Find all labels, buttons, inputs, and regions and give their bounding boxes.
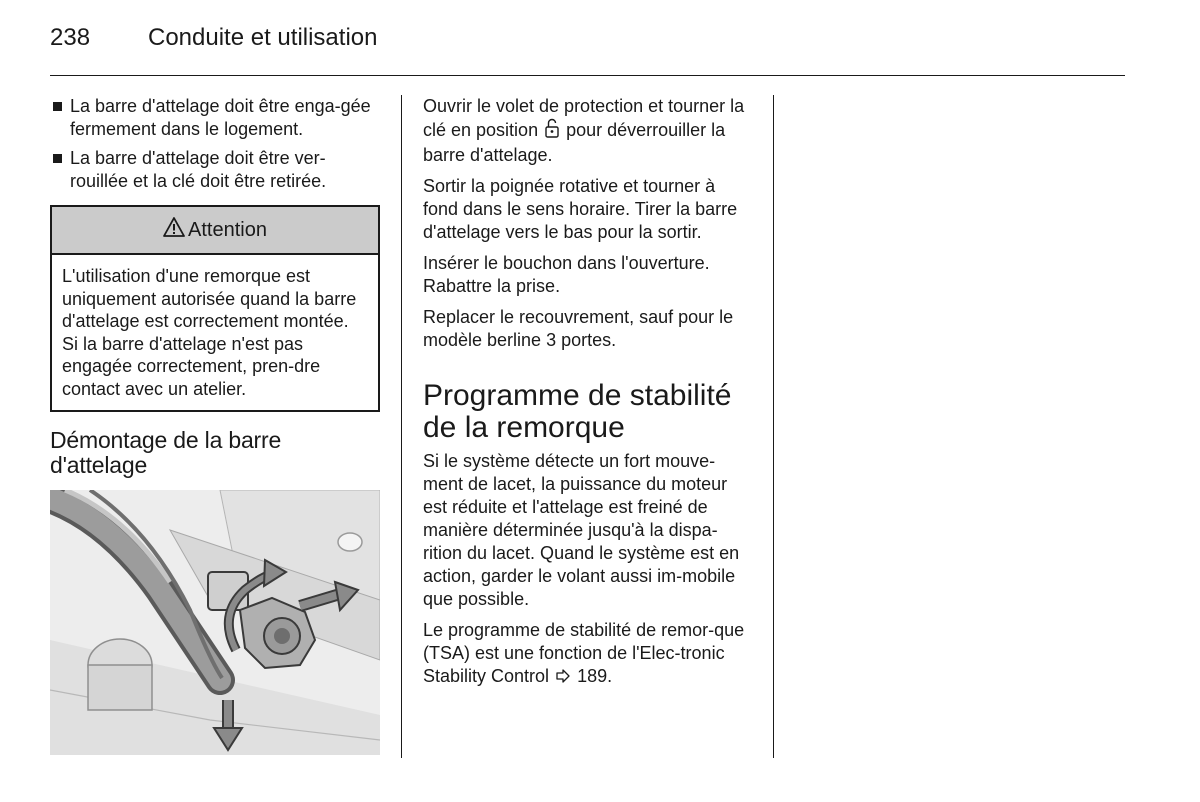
paragraph: Sortir la poignée rotative et tourner à fond dans le sens horaire. Tirer la barre d'attelage vers le bas pour la sortir. — [423, 176, 738, 242]
bullet-icon — [50, 95, 70, 141]
column-middle — [423, 95, 753, 697]
paragraph: Replacer le recouvrement, sauf pour le modèle berline 3 portes. — [423, 307, 734, 350]
page-reference-link[interactable]: 189. — [577, 666, 613, 686]
paragraph-text: pour déverrouiller la barre d'attelage. — [423, 120, 726, 165]
warning-box — [50, 205, 380, 412]
towbar-removal-illustration — [50, 490, 380, 755]
paragraph-unlock — [423, 95, 753, 167]
list-item — [50, 95, 380, 141]
paragraph-text: Ouvrir le volet de protection et tourner la clé en position — [423, 96, 745, 140]
warning-title: Attention — [188, 218, 267, 241]
unlock-icon — [545, 118, 559, 144]
section-heading: Programme de stabilité de la remorque — [423, 379, 732, 444]
column-left — [50, 95, 380, 755]
warning-header — [52, 207, 378, 255]
page-reference-arrow-icon — [556, 666, 570, 689]
list-item — [50, 147, 380, 193]
warning-triangle-icon — [163, 217, 185, 243]
bullet-icon — [50, 147, 70, 193]
bullet-text: La barre d'attelage doit être ver-rouillée et la clé doit être retirée. — [70, 148, 327, 191]
column-divider-left — [401, 95, 402, 758]
page-header-title: Conduite et utilisation — [148, 24, 378, 51]
warning-text: L'utilisation d'une remorque est uniquement autorisée quand la barre d'attelage est correctement montée. Si la barre d'attelage n'est pas engagée correctement, pren-dre contact avec un atelier. — [62, 266, 357, 399]
paragraph: Insérer le bouchon dans l'ouverture. Rabattre la prise. — [423, 253, 710, 296]
section-subheading: Démontage de la barre d'attelage — [50, 427, 282, 478]
column-divider-right — [773, 95, 774, 758]
paragraph: Si le système détecte un fort mouve-ment de lacet, la puissance du moteur est réduite et l'attelage est freiné de manière déterminée jusqu'à la dispa-rition du lacet. Quand le système est en action, garder le volant aussi im-mobile que possible. — [423, 451, 740, 609]
paragraph-text: Le programme de stabilité de remor-que (TSA) est une fonction de l'Elec-tronic Stability Control — [423, 620, 745, 686]
page-number: 238 — [50, 24, 91, 51]
header-rule — [50, 75, 1125, 76]
bullet-text: La barre d'attelage doit être enga-gée fermement dans le logement. — [70, 96, 371, 139]
paragraph-with-reference — [423, 619, 753, 689]
